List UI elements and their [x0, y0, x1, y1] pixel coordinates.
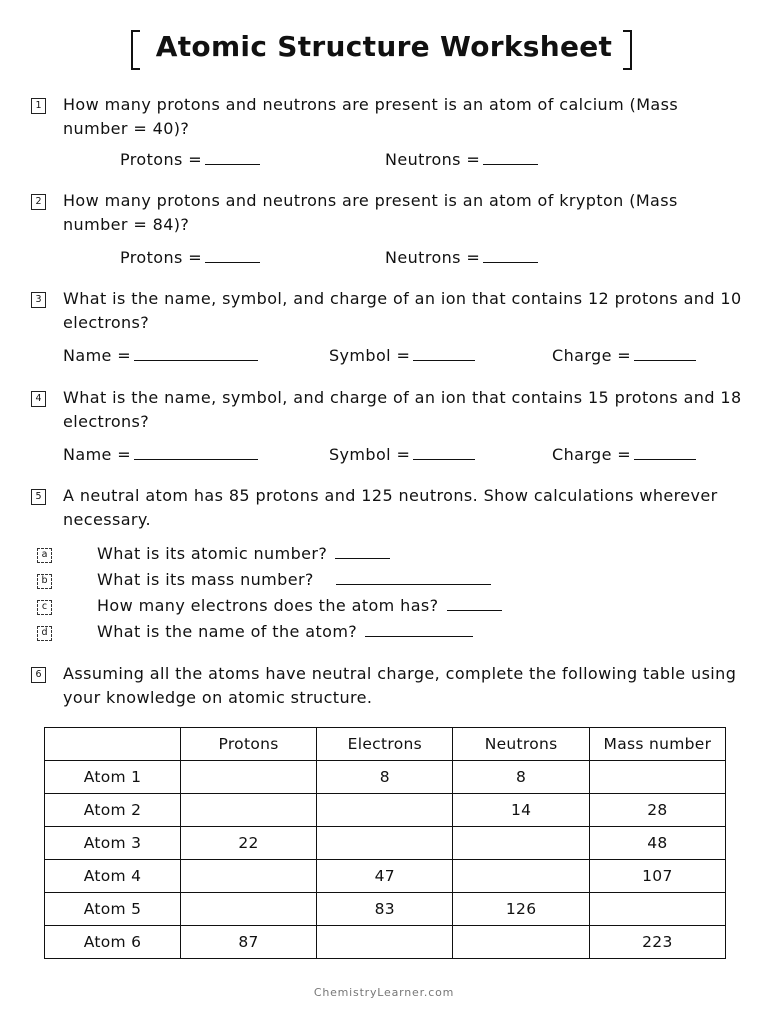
table-row	[45, 827, 726, 860]
row-label: Atom 4	[45, 860, 181, 893]
q4-name-answer	[63, 444, 258, 466]
question-3-text: What is the name, symbol, and charge of an ion that contains 12 protons and 10 electrons?	[63, 289, 742, 332]
table-header-protons: Protons	[180, 728, 316, 761]
question-6-text: Assuming all the atoms have neutral charge, complete the following table using your knowledge on atomic structure.	[63, 664, 737, 707]
q5-sub-c-blank[interactable]	[447, 595, 502, 611]
table-cell[interactable]	[453, 926, 589, 959]
table-cell[interactable]: 47	[317, 860, 453, 893]
q4-name-blank[interactable]	[134, 444, 258, 460]
worksheet-header	[0, 28, 768, 70]
table-cell[interactable]	[317, 926, 453, 959]
q3-symbol-answer	[329, 345, 475, 367]
table-cell[interactable]: 22	[180, 827, 316, 860]
q1-neutrons-answer	[385, 149, 538, 171]
table-cell[interactable]	[453, 860, 589, 893]
q5-sub-d-letter: d	[37, 626, 52, 641]
table-row	[45, 926, 726, 959]
table-row	[45, 893, 726, 926]
q2-neutrons-blank[interactable]	[483, 247, 538, 263]
table-cell[interactable]	[589, 893, 725, 926]
table-cell[interactable]: 14	[453, 794, 589, 827]
table-header-electrons: Electrons	[317, 728, 453, 761]
q5-sub-d-blank[interactable]	[365, 621, 473, 637]
q5-sub-a-letter: a	[37, 548, 52, 563]
table-row	[45, 794, 726, 827]
row-label: Atom 2	[45, 794, 181, 827]
q1-neutrons-label: Neutrons =	[385, 150, 481, 169]
q3-symbol-blank[interactable]	[413, 345, 475, 361]
question-4-number: 4	[31, 391, 46, 407]
table-cell[interactable]: 223	[589, 926, 725, 959]
q4-charge-label: Charge =	[552, 445, 632, 464]
q4-symbol-answer	[329, 444, 475, 466]
q3-symbol-label: Symbol =	[329, 346, 411, 365]
q5-sub-b-letter: b	[37, 574, 52, 589]
table-header-neutrons: Neutrons	[453, 728, 589, 761]
question-5-text: A neutral atom has 85 protons and 125 neutrons. Show calculations wherever necessary.	[63, 486, 718, 529]
q3-name-label: Name =	[63, 346, 132, 365]
question-4-text: What is the name, symbol, and charge of an ion that contains 15 protons and 18 electrons?	[63, 388, 742, 431]
q1-protons-answer	[120, 149, 260, 171]
q3-charge-label: Charge =	[552, 346, 632, 365]
title-right-bracket	[623, 30, 632, 70]
table-cell[interactable]: 126	[453, 893, 589, 926]
row-label: Atom 3	[45, 827, 181, 860]
q3-name-answer	[63, 345, 258, 367]
table-row	[45, 860, 726, 893]
table-cell[interactable]	[317, 827, 453, 860]
q3-charge-answer	[552, 345, 696, 367]
question-2-number: 2	[31, 194, 46, 210]
question-1-number: 1	[31, 98, 46, 114]
page-title: Atomic Structure Worksheet	[155, 30, 613, 63]
q2-neutrons-label: Neutrons =	[385, 248, 481, 267]
question-6-number: 6	[31, 667, 46, 683]
table-cell[interactable]	[180, 794, 316, 827]
q5-sub-d-text: What is the name of the atom?	[97, 622, 358, 641]
table-cell[interactable]	[589, 761, 725, 794]
q1-protons-label: Protons =	[120, 150, 203, 169]
table-cell[interactable]	[453, 827, 589, 860]
table-cell[interactable]: 107	[589, 860, 725, 893]
table-cell[interactable]: 8	[317, 761, 453, 794]
question-1-text: How many protons and neutrons are present is an atom of calcium (Mass number = 40)?	[63, 95, 679, 138]
atom-data-table	[44, 727, 726, 959]
q5-sub-c-text: How many electrons does the atom has?	[97, 596, 439, 615]
footer-site-name[interactable]: ChemistryLearner.com	[313, 986, 455, 999]
question-2-text: How many protons and neutrons are present is an atom of krypton (Mass number = 84)?	[63, 191, 678, 234]
q2-protons-answer	[120, 247, 260, 269]
q5-sub-a-text: What is its atomic number?	[97, 544, 328, 563]
q4-name-label: Name =	[63, 445, 132, 464]
table-cell[interactable]	[180, 860, 316, 893]
row-label: Atom 1	[45, 761, 181, 794]
q4-symbol-blank[interactable]	[413, 444, 475, 460]
table-cell[interactable]	[180, 761, 316, 794]
question-3-number: 3	[31, 292, 46, 308]
table-cell[interactable]	[317, 794, 453, 827]
q5-sub-c	[97, 595, 502, 617]
question-5-number: 5	[31, 489, 46, 505]
q5-sub-b-text: What is its mass number?	[97, 570, 314, 589]
table-header-cell	[45, 728, 181, 761]
table-row	[45, 761, 726, 794]
q2-neutrons-answer	[385, 247, 538, 269]
table-cell[interactable]: 87	[180, 926, 316, 959]
q5-sub-a-blank[interactable]	[335, 543, 390, 559]
q5-sub-b	[97, 569, 491, 591]
q5-sub-c-letter: c	[37, 600, 52, 615]
row-label: Atom 5	[45, 893, 181, 926]
q1-protons-blank[interactable]	[205, 149, 260, 165]
table-cell[interactable]	[180, 893, 316, 926]
q2-protons-label: Protons =	[120, 248, 203, 267]
table-cell[interactable]: 28	[589, 794, 725, 827]
q3-name-blank[interactable]	[134, 345, 258, 361]
q5-sub-b-blank[interactable]	[336, 569, 491, 585]
q2-protons-blank[interactable]	[205, 247, 260, 263]
q4-charge-blank[interactable]	[634, 444, 696, 460]
table-header-row	[45, 728, 726, 761]
table-cell[interactable]: 83	[317, 893, 453, 926]
q4-charge-answer	[552, 444, 696, 466]
table-header-mass-number: Mass number	[589, 728, 725, 761]
row-label: Atom 6	[45, 926, 181, 959]
table-cell[interactable]: 8	[453, 761, 589, 794]
q5-sub-d	[97, 621, 473, 643]
q1-neutrons-blank[interactable]	[483, 149, 538, 165]
table-cell[interactable]: 48	[589, 827, 725, 860]
q4-symbol-label: Symbol =	[329, 445, 411, 464]
q5-sub-a	[97, 543, 390, 565]
q3-charge-blank[interactable]	[634, 345, 696, 361]
